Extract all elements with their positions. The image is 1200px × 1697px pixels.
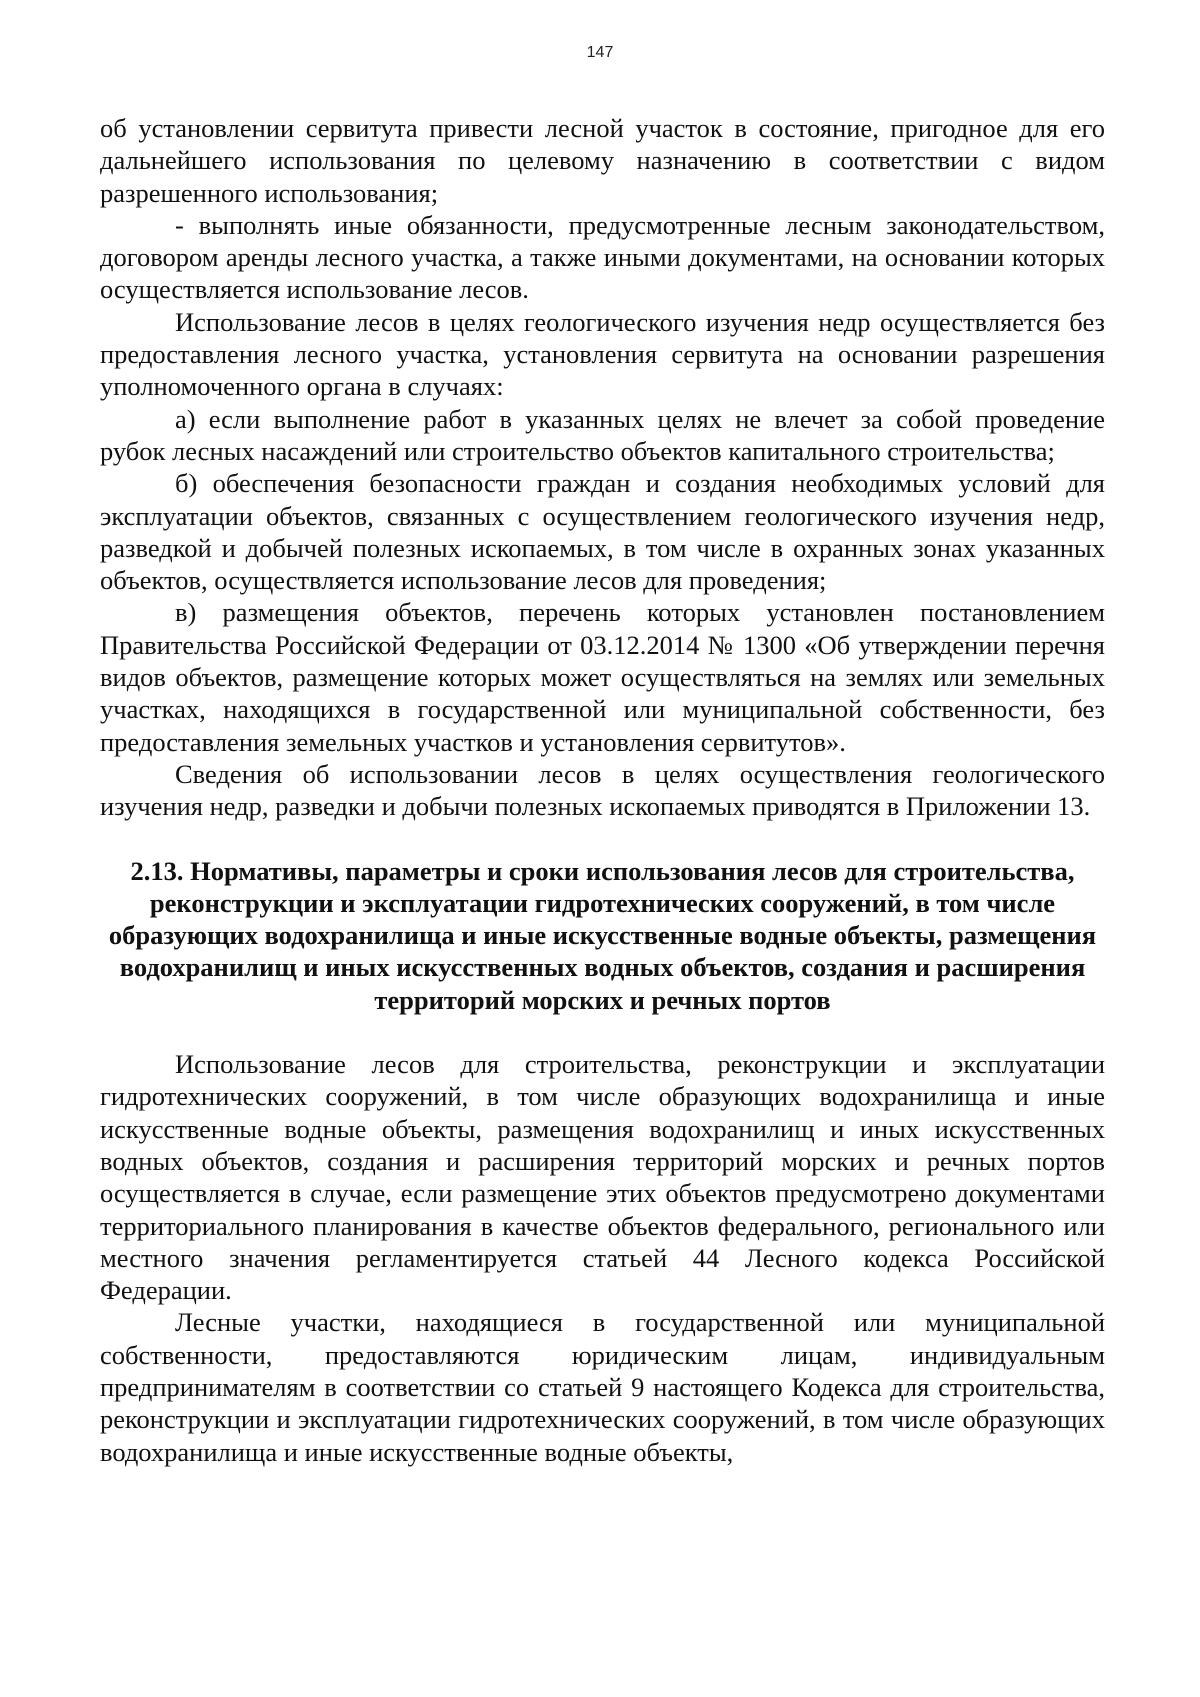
document-body: [100, 112, 1105, 1468]
paragraphs-before-heading: [100, 112, 1105, 823]
paragraph: в) размещения объектов, перечень которых установлен постановлением Правительства Российской Федерации от 03.12.2014 № 1300 «Об утверждении перечня видов объектов, размещение которых может осуществляться на землях или земельных участках, находящихся в государственной или муниципальной собственности, без предоставления земельных участков и установления сервитутов».: [100, 597, 1105, 757]
paragraph: б) обеспечения безопасности граждан и создания необходимых условий для эксплуатации объектов, связанных с осуществлением геологического изучения недр, разведкой и добычей полезных ископаемых, в том числе в охранных зонах указанных объектов, осуществляется использование лесов для проведения;: [100, 468, 1105, 596]
paragraphs-after-heading: [100, 1048, 1105, 1468]
paragraph: а) если выполнение работ в указанных целях не влечет за собой проведение рубок лесных насаждений или строительство объектов капитального строительства;: [100, 403, 1105, 466]
paragraph: Использование лесов для строительства, реконструкции и эксплуатации гидротехнических сооружений, в том числе образующих водохранилища и иные искусственные водные объекты, размещения водохранилищ и иных искусственных водных объектов, создания и расширения территорий морских и речных портов осуществляется в случае, если размещение этих объектов предусмотрено документами территориального планирования в качестве объектов федерального, регионального или местного значения регламентируется статьей 44 Лесного кодекса Российской Федерации.: [100, 1049, 1105, 1306]
paragraph: Сведения об использовании лесов в целях осуществления геологического изучения недр, разведки и добычи полезных ископаемых приводятся в Приложении 13.: [100, 758, 1105, 822]
paragraph: Лесные участки, находящиеся в государственной или муниципальной собственности, предоставляются юридическим лицам, индивидуальным предпринимателям в соответствии со статьей 9 настоящего Кодекса для строительства, реконструкции и эксплуатации гидротехнических сооружений, в том числе образующих водохранилища и иные искусственные водные объекты,: [100, 1307, 1105, 1467]
paragraph: Использование лесов в целях геологического изучения недр осуществляется без предоставления лесного участка, установления сервитута на основании разрешения уполномоченного органа в случаях:: [100, 306, 1105, 402]
paragraph: - выполнять иные обязанности, предусмотренные лесным законодательством, договором аренды лесного участка, а также иными документами, на основании которых осуществляется использование лесов.: [100, 209, 1105, 305]
paragraph: об установлении сервитута привести лесной участок в состояние, пригодное для его дальнейшего использования по целевому назначению в соответствии с видом разрешенного использования;: [100, 113, 1105, 208]
section-heading: 2.13. Нормативы, параметры и сроки использования лесов для строительства, реконструкции и эксплуатации гидротехнических сооружений, в том числе образующих водохранилища и иные искусственные водные объекты, размещения водохранилищ и иных искусственных водных объектов, создания и расширения территорий морских и речных портов: [108, 855, 1097, 1015]
page-number: 147: [586, 44, 614, 61]
